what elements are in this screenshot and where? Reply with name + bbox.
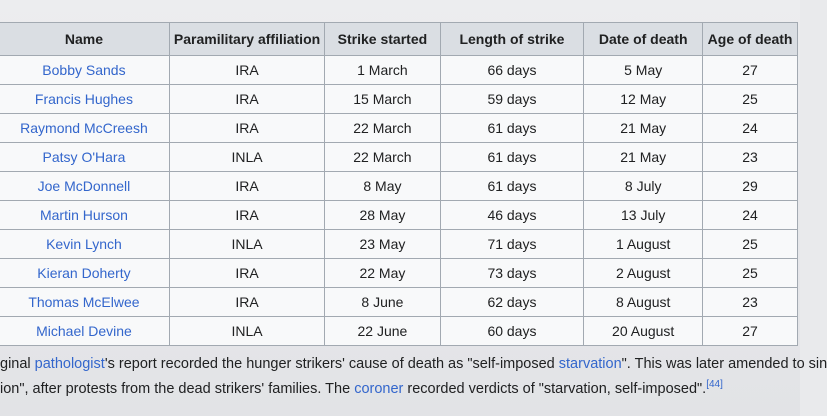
table-row xyxy=(0,288,798,317)
strike-started-cell: 22 March xyxy=(325,114,440,143)
striker-link[interactable]: Thomas McElwee xyxy=(28,294,140,310)
length-cell: 66 days xyxy=(440,56,584,85)
length-cell: 59 days xyxy=(440,85,584,114)
reference-link[interactable]: [44] xyxy=(706,379,723,391)
name-cell xyxy=(0,201,169,230)
paragraph-text: recorded verdicts of "starvation, self-imposed". xyxy=(403,381,707,397)
affiliation-cell: INLA xyxy=(169,143,324,172)
paragraph-line-2 xyxy=(0,377,800,402)
table-header-row xyxy=(0,23,798,56)
length-cell: 60 days xyxy=(440,317,584,346)
age-cell: 27 xyxy=(703,317,798,346)
strike-started-cell: 15 March xyxy=(325,85,440,114)
age-cell: 25 xyxy=(703,230,798,259)
date-of-death-cell: 5 May xyxy=(584,56,703,85)
affiliation-cell: INLA xyxy=(169,230,324,259)
name-cell xyxy=(0,288,169,317)
table-row xyxy=(0,56,798,85)
paragraph-text: 's report recorded the hunger strikers' cause of death as "self-imposed xyxy=(104,356,559,372)
affiliation-cell: IRA xyxy=(169,201,324,230)
affiliation-cell: IRA xyxy=(169,288,324,317)
striker-link[interactable]: Martin Hurson xyxy=(39,207,128,223)
name-cell xyxy=(0,85,169,114)
age-cell: 23 xyxy=(703,143,798,172)
length-cell: 73 days xyxy=(440,259,584,288)
date-of-death-cell: 21 May xyxy=(584,143,703,172)
name-cell xyxy=(0,143,169,172)
length-cell: 46 days xyxy=(440,201,584,230)
article-paragraph xyxy=(0,352,827,402)
table-row xyxy=(0,114,798,143)
date-of-death-cell: 8 August xyxy=(584,288,703,317)
table-row xyxy=(0,230,798,259)
paragraph-line-1 xyxy=(0,352,827,377)
length-cell: 61 days xyxy=(440,172,584,201)
striker-link[interactable]: Bobby Sands xyxy=(42,62,126,78)
length-cell: 61 days xyxy=(440,143,584,172)
name-cell xyxy=(0,172,169,201)
name-cell xyxy=(0,56,169,85)
affiliation-cell: IRA xyxy=(169,56,324,85)
strike-started-cell: 22 May xyxy=(325,259,440,288)
table-row xyxy=(0,259,798,288)
pathologist-link[interactable]: pathologist xyxy=(34,356,105,372)
age-cell: 24 xyxy=(703,114,798,143)
paragraph-text: ". This was later amended to sin xyxy=(621,356,827,372)
affiliation-cell: IRA xyxy=(169,85,324,114)
affiliation-cell: IRA xyxy=(169,172,324,201)
hunger-strikers-table xyxy=(0,22,798,346)
table-row xyxy=(0,85,798,114)
strike-started-cell: 28 May xyxy=(325,201,440,230)
paragraph-text: ginal xyxy=(0,356,35,372)
age-cell: 27 xyxy=(703,56,798,85)
paragraph-text: ion", after protests from the dead strikers' families. The xyxy=(0,381,355,397)
date-of-death-cell: 1 August xyxy=(584,230,703,259)
table-row xyxy=(0,172,798,201)
affiliation-cell: IRA xyxy=(169,259,324,288)
date-of-death-cell: 20 August xyxy=(584,317,703,346)
date-of-death-cell: 21 May xyxy=(584,114,703,143)
name-cell xyxy=(0,259,169,288)
column-header-affiliation[interactable]: Paramilitary affiliation xyxy=(169,23,324,56)
strike-started-cell: 8 May xyxy=(325,172,440,201)
striker-link[interactable]: Francis Hughes xyxy=(34,91,133,107)
strike-started-cell: 8 June xyxy=(325,288,440,317)
name-cell xyxy=(0,317,169,346)
column-header-age[interactable]: Age of death xyxy=(703,23,798,56)
date-of-death-cell: 12 May xyxy=(584,85,703,114)
table-row xyxy=(0,317,798,346)
strike-started-cell: 22 June xyxy=(325,317,440,346)
length-cell: 62 days xyxy=(440,288,584,317)
striker-link[interactable]: Joe McDonnell xyxy=(37,178,131,194)
length-cell: 71 days xyxy=(440,230,584,259)
column-header-date-of-death[interactable]: Date of death xyxy=(584,23,703,56)
length-cell: 61 days xyxy=(440,114,584,143)
striker-link[interactable]: Kevin Lynch xyxy=(46,236,122,252)
age-cell: 23 xyxy=(703,288,798,317)
coroner-link[interactable]: coroner xyxy=(354,381,404,397)
column-header-name[interactable]: Name xyxy=(0,23,169,56)
age-cell: 25 xyxy=(703,85,798,114)
striker-link[interactable]: Michael Devine xyxy=(36,323,132,339)
striker-link[interactable]: Kieran Doherty xyxy=(37,265,131,281)
starvation-link[interactable]: starvation xyxy=(558,356,622,372)
name-cell xyxy=(0,230,169,259)
age-cell: 29 xyxy=(703,172,798,201)
age-cell: 24 xyxy=(703,201,798,230)
affiliation-cell: INLA xyxy=(169,317,324,346)
striker-link[interactable]: Patsy O'Hara xyxy=(42,149,126,165)
date-of-death-cell: 13 July xyxy=(584,201,703,230)
affiliation-cell: IRA xyxy=(169,114,324,143)
strike-started-cell: 22 March xyxy=(325,143,440,172)
age-cell: 25 xyxy=(703,259,798,288)
table-row xyxy=(0,143,798,172)
table-row xyxy=(0,201,798,230)
name-cell xyxy=(0,114,169,143)
strike-started-cell: 23 May xyxy=(325,230,440,259)
column-header-length[interactable]: Length of strike xyxy=(440,23,584,56)
strike-started-cell: 1 March xyxy=(325,56,440,85)
date-of-death-cell: 8 July xyxy=(584,172,703,201)
column-header-strike-started[interactable]: Strike started xyxy=(325,23,440,56)
striker-link[interactable]: Raymond McCreesh xyxy=(20,120,148,136)
date-of-death-cell: 2 August xyxy=(584,259,703,288)
